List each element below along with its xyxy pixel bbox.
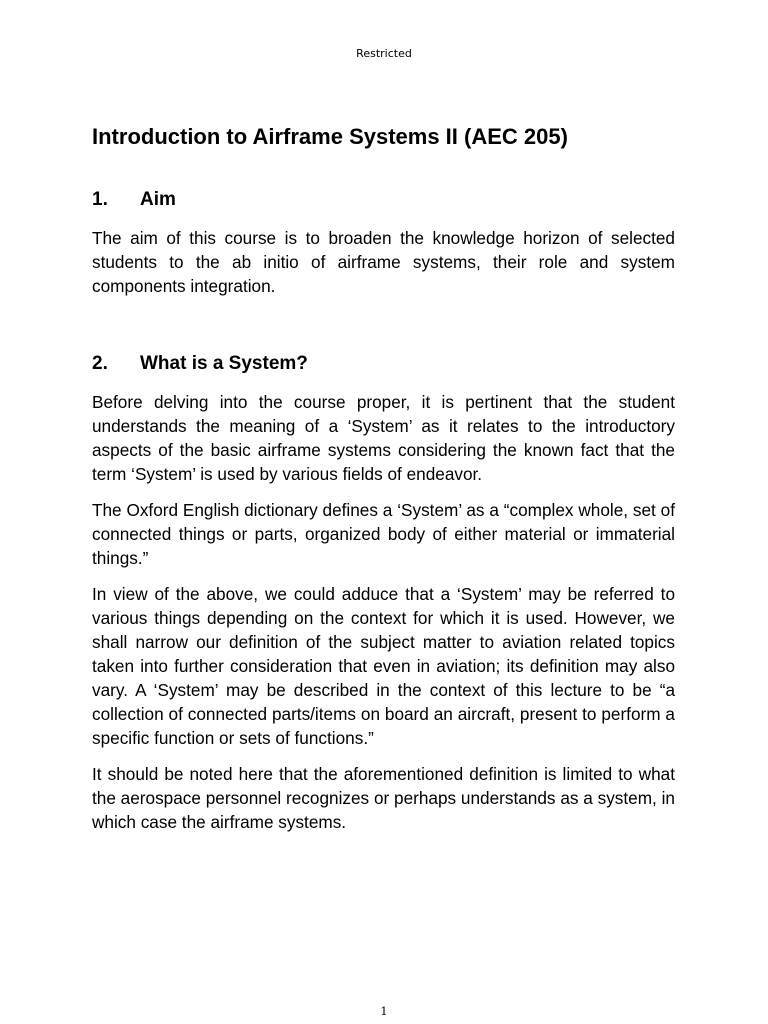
paragraph-aim: The aim of this course is to broaden the knowledge horizon of selected students to the ab initio of airframe systems, their role and system components integration.	[92, 228, 675, 296]
document-title: Introduction to Airframe Systems II (AEC 205)	[92, 124, 568, 149]
section-number: 2.	[92, 353, 108, 374]
classification-header: Restricted	[356, 47, 412, 60]
paragraph-definition-note: It should be noted here that the aforementioned definition is limited to what the aerospace personnel recognizes or perhaps understands as a system, in which case the airframe systems.	[92, 764, 675, 832]
section-heading-what-is-a-system	[92, 352, 682, 376]
section-number: 1.	[92, 189, 108, 210]
section-heading-aim	[92, 188, 682, 212]
section-title: Aim	[140, 189, 176, 210]
section-title: What is a System?	[140, 353, 308, 374]
paragraph-aviation-context: In view of the above, we could adduce that a ‘System’ may be referred to various things depending on the context for which it is used. However, we shall narrow our definition of the subject matter to aviation related topics taken into further consideration that even in aviation; its definition may also vary. A ‘System’ may be described in the context of this lecture to be “a collection of connected parts/items on board an aircraft, present to perform a specific function or sets of functions.”	[92, 584, 675, 748]
paragraph-system-intro: Before delving into the course proper, it is pertinent that the student understands the meaning of a ‘System’ as it relates to the introductory aspects of the basic airframe systems considering the known fact that the term ‘System’ is used by various fields of endeavor.	[92, 392, 675, 484]
page-number: 1	[380, 1005, 388, 1018]
paragraph-oxford-definition: The Oxford English dictionary defines a ‘System’ as a “complex whole, set of connected things or parts, organized body of either material or immaterial things.”	[92, 500, 675, 568]
